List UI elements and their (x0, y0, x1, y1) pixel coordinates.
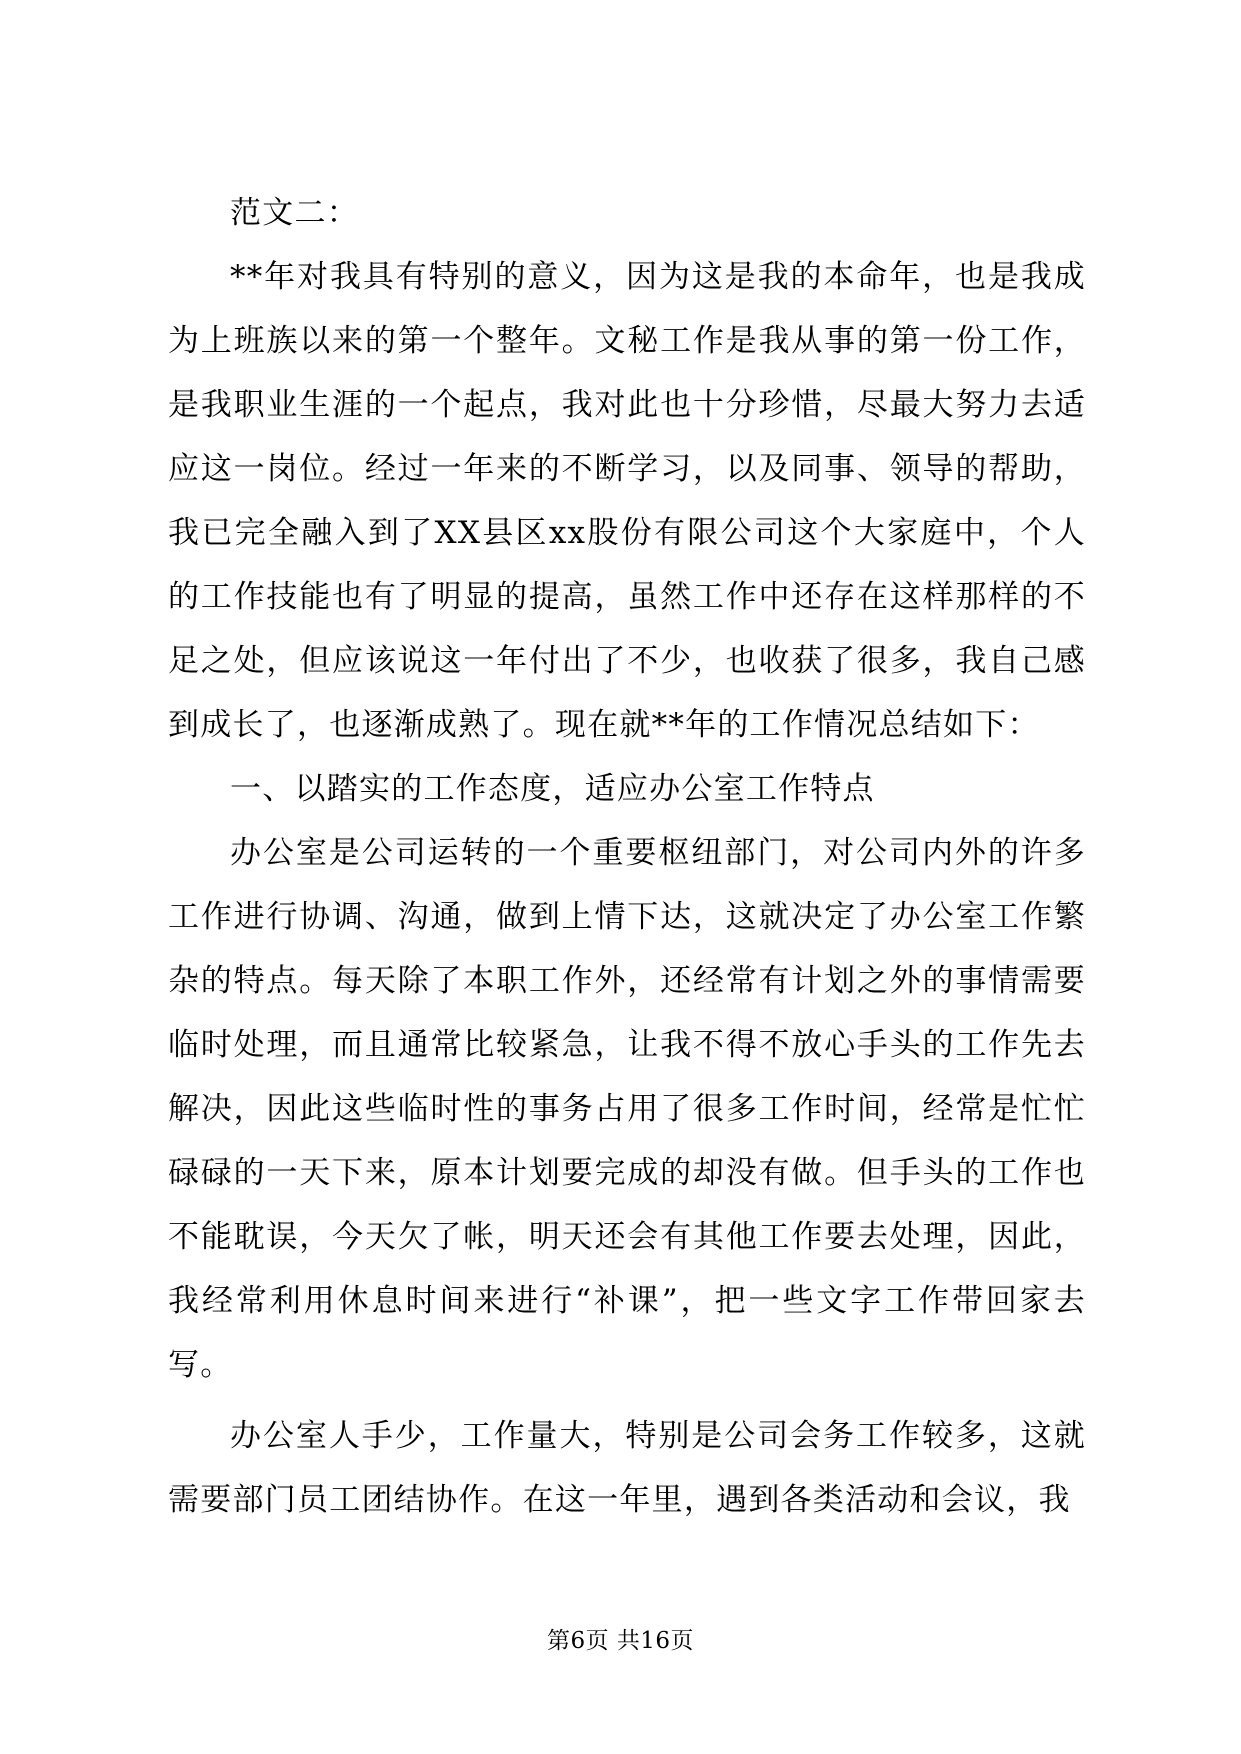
paragraph-intro: **年对我具有特别的意义，因为这是我的本命年，也是我成为上班族以来的第一个整年。文秘工作是我从事的第一份工作，是我职业生涯的一个起点，我对此也十分珍惜，尽最大努力去适应这一岗位。经过一年来的不断学习，以及同事、领导的帮助，我已完全融入到了XX县区xx股份有限公司这个大家庭中，个人的工作技能也有了明显的提高，虽然工作中还存在这样那样的不足之处，但应该说这一年付出了不少，也收获了很多，我自己感到成长了，也逐渐成熟了。现在就**年的工作情况总结如下： (168, 259, 1086, 743)
page-number-footer: 第6页 共16页 (547, 1628, 694, 1654)
paragraph-office-work: 办公室是公司运转的一个重要枢纽部门，对公司内外的许多工作进行协调、沟通，做到上情下达，这就决定了办公室工作繁杂的特点。每天除了本职工作外，还经常有计划之外的事情需要临时处理，而且通常比较紧急，让我不得不放心手头的工作先去解决，因此这些临时性的事务占用了很多工作时间，经常是忙忙碌碌的一天下来，原本计划要完成的却没有做。但手头的工作也不能耽误，今天欠了帐，明天还会有其他工作要去处理，因此，我经常利用休息时间来进行“补课”，把一些文字工作带回家去写。 (168, 835, 1086, 1383)
document-body (168, 181, 1086, 1532)
section-title-sample-two: 范文二： (230, 195, 359, 231)
heading-section-one: 一、以踏实的工作态度，适应办公室工作特点 (230, 771, 875, 807)
paragraph-teamwork: 办公室人手少，工作量大，特别是公司会务工作较多，这就需要部门员工团结协作。在这一年里，遇到各类活动和会议，我 (168, 1418, 1086, 1518)
